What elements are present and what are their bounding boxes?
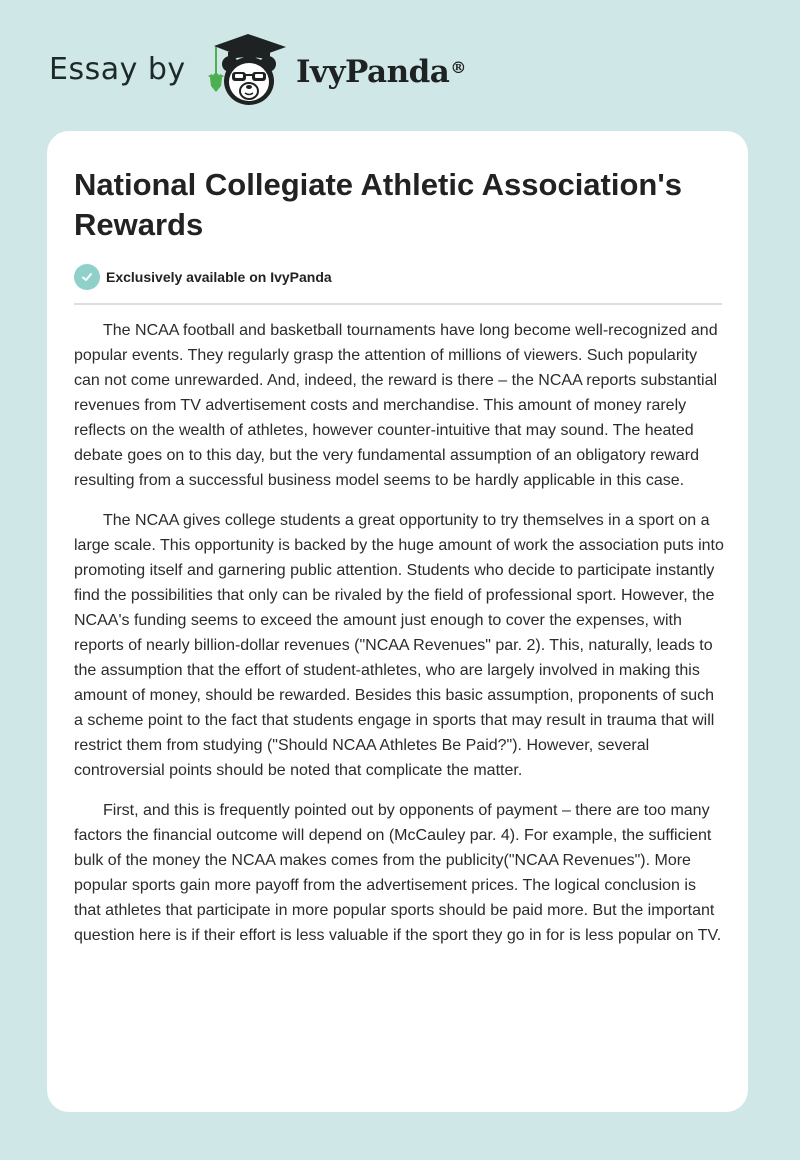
exclusive-badge <box>74 264 332 290</box>
essay-paragraph: The NCAA football and basketball tournaments have long become well-recognized and popular events. They regularly grasp the attention of millions of viewers. Such popularity can not come unrewarded. And, indeed, the reward is there – the NCAA reports substantial revenues from TV advertisement costs and merchandise. This amount of money rarely reflects on the wealth of athletes, however counter-intuitive that may sound. The heated debate goes on to this day, but the very fundamental assumption of an obligatory reward resulting from a successful business model seems to be hardly applicable in this case. <box>74 322 718 489</box>
site-header <box>0 0 800 130</box>
essay-paragraph: First, and this is frequently pointed out by opponents of payment – there are too many factors the financial outcome will depend on (McCauley par. 4). For example, the sufficient bulk of the money the NCAA makes comes from the publicity("NCAA Revenues"). More popular sports gain more payoff from the advertisement prices. The logical conclusion is that athletes that participate in more popular sports should be paid more. But the important question here is if their effort is less valuable if the sport they go in for is less popular on TV. <box>74 802 722 944</box>
check-circle-icon <box>74 264 100 290</box>
page-title: National Collegiate Athletic Association's Rewards <box>74 167 682 242</box>
registered-mark: ® <box>450 58 466 77</box>
panda-graduation-cap-icon[interactable] <box>200 34 292 108</box>
brand-name: IvyPanda <box>296 54 450 90</box>
title-divider <box>74 303 722 305</box>
essay-body <box>74 318 726 963</box>
essay-paragraph: The NCAA gives college students a great opportunity to try themselves in a sport on a large scale. This opportunity is backed by the huge amount of work the association puts into promoting itself and garnering public attention. Students who decide to participate instantly find the possibilities that only can be rivaled by the field of professional sport. However, the NCAA's funding seems to exceed the amount just enough to cover the expenses, with reports of nearly billion-dollar revenues ("NCAA Revenues" par. 2). This, naturally, leads to the assumption that the effort of student-athletes, who are largely involved in making this amount of money, should be rewarded. Besides this basic assumption, proponents of such a scheme point to the fact that students engage in sports that may result in trauma that will restrict them from studying ("Should NCAA Athletes Be Paid?"). However, several controversial points should be noted that complicate the matter. <box>74 512 724 779</box>
exclusive-badge-label: Exclusively available on IvyPanda <box>106 269 332 285</box>
essay-card <box>47 131 748 1112</box>
brand-logo-text[interactable] <box>296 52 466 92</box>
essay-by-label: Essay by <box>49 52 186 87</box>
